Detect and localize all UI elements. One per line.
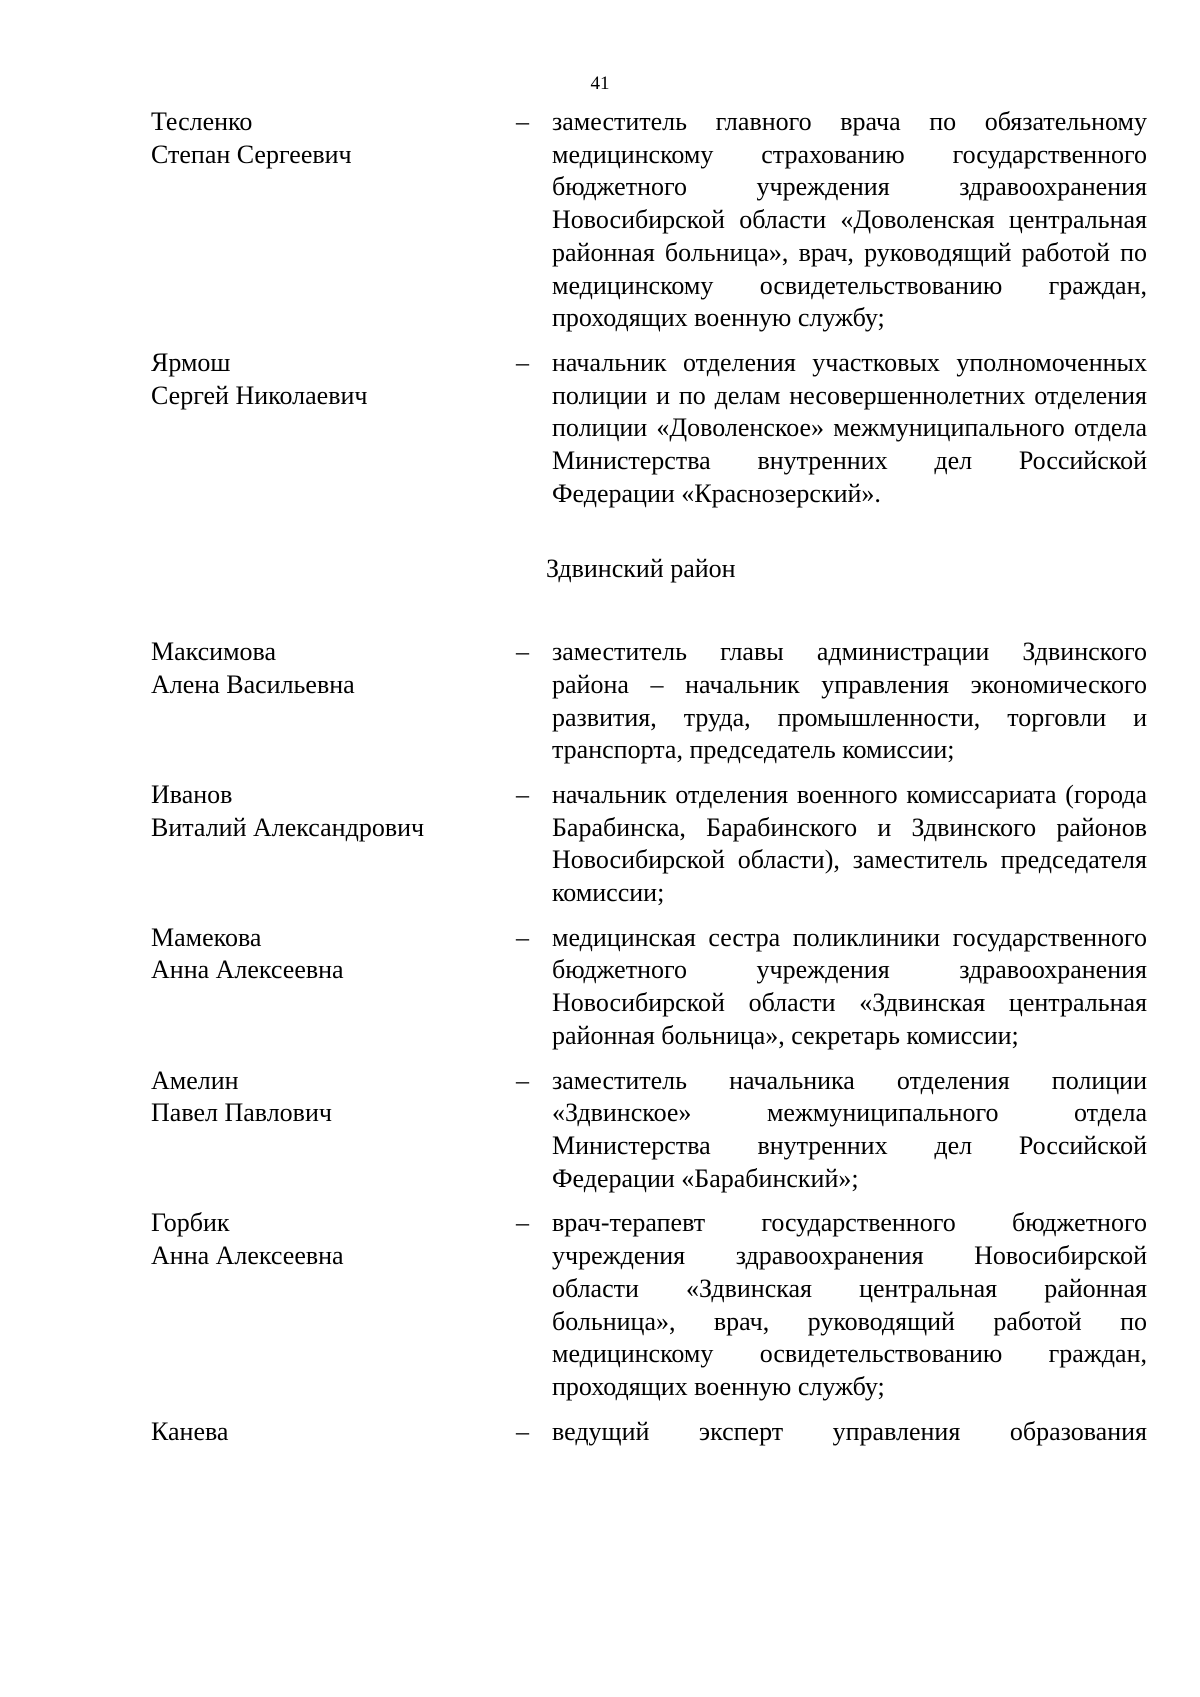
member-role: врач-терапевт государственного бюджетного учреждения здравоохранения Новосибирской области «Здвинская центральная районная больница», врач, руководящий работой по медицинскому освидетельствованию граждан, проходящих военную службу; [552, 1208, 1147, 1401]
entry-dash: – [516, 922, 529, 952]
member-entry [151, 1065, 1147, 1196]
commission-member-list [151, 106, 1147, 1448]
member-role: заместитель главного врача по обязательному медицинскому страхованию государственного бюджетного учреждения здравоохранения Новосибирской области «Доволенская центральная районная больница», врач, руководящий работой по медицинскому освидетельствованию граждан, проходящих военную службу; [552, 107, 1147, 333]
member-role: медицинская сестра поликлиники государственного бюджетного учреждения здравоохранения Новосибирской области «Здвинская центральная районная больница», секретарь комиссии; [552, 922, 1147, 1050]
member-given-names: Виталий Александрович [151, 812, 425, 842]
member-role: начальник отделения участковых уполномоченных полиции и по делам несовершеннолетних отделения полиции «Доволенское» межмуниципального отдела Министерства внутренних дел Российской Федерации «Краснозерский». [552, 347, 1147, 508]
member-surname: Мамекова [151, 922, 262, 952]
entry-dash: – [516, 1416, 529, 1446]
member-given-names: Павел Павлович [151, 1098, 332, 1128]
entry-dash: – [516, 1065, 529, 1095]
member-surname: Амелин [151, 1065, 239, 1095]
member-entry [151, 1416, 1147, 1449]
member-name [151, 636, 508, 701]
member-given-names: Алена Васильевна [151, 669, 355, 699]
member-entry [151, 636, 1147, 767]
member-name [151, 1207, 508, 1272]
member-surname: Горбик [151, 1208, 230, 1238]
entry-dash: – [516, 347, 529, 377]
member-entry [151, 1207, 1147, 1403]
member-entry [151, 779, 1147, 910]
member-surname: Ярмош [151, 347, 231, 377]
entry-dash: – [516, 779, 529, 809]
member-entry [151, 922, 1147, 1053]
member-name [151, 106, 508, 171]
entry-dash: – [516, 637, 529, 667]
member-role: заместитель начальника отделения полиции «Здвинское» межмуниципального отдела Министерства внутренних дел Российской Федерации «Барабинский»; [552, 1065, 1147, 1193]
member-surname: Канева [151, 1416, 229, 1446]
member-given-names: Анна Алексеевна [151, 1241, 344, 1271]
member-name [151, 779, 508, 844]
member-role: начальник отделения военного комиссариата (города Барабинска, Барабинского и Здвинского районов Новосибирской области), заместитель председателя комиссии; [552, 779, 1147, 908]
entry-dash: – [516, 1208, 529, 1238]
member-entry [151, 106, 1147, 335]
member-given-names: Сергей Николаевич [151, 380, 368, 410]
member-name [151, 347, 508, 412]
member-role: заместитель главы администрации Здвинского района – начальник управления экономического развития, труда, промышленности, торговли и транспорта, председатель комиссии; [552, 637, 1147, 765]
member-entry [151, 347, 1147, 511]
member-surname: Тесленко [151, 107, 253, 136]
page-number: 41 [590, 73, 610, 94]
member-given-names: Степан Сергеевич [151, 139, 352, 169]
member-name [151, 1065, 508, 1130]
section-title-district: Здвинский район [546, 554, 736, 584]
member-name [151, 922, 508, 987]
member-surname: Максимова [151, 637, 277, 667]
member-name [151, 1416, 508, 1449]
member-role: ведущий эксперт управления образования [552, 1416, 1147, 1446]
member-given-names: Анна Алексеевна [151, 955, 344, 985]
entry-dash: – [516, 107, 529, 136]
member-surname: Иванов [151, 779, 233, 809]
